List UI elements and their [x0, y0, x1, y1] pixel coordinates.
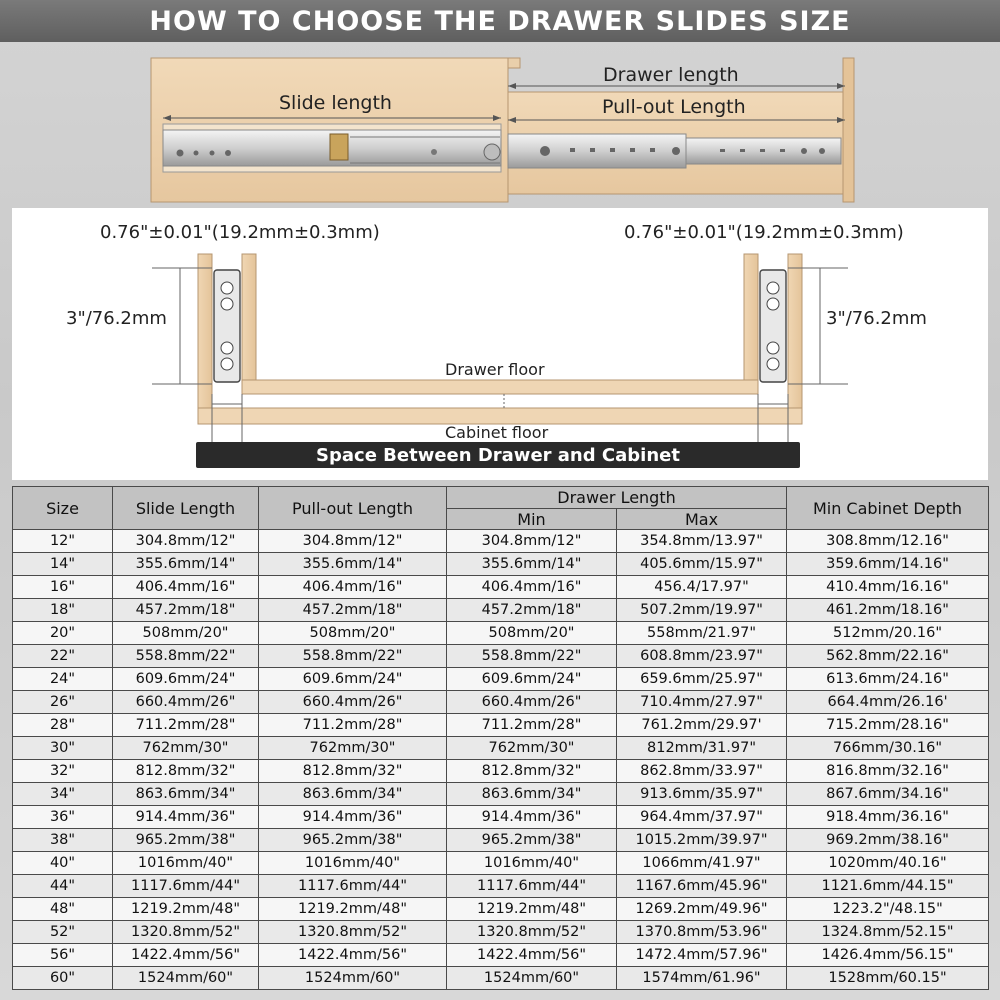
cell-size: 18" — [13, 599, 113, 622]
cell-drawer-max: 1472.4mm/57.96" — [617, 944, 787, 967]
cell-pullout-length: 660.4mm/26" — [259, 691, 447, 714]
cell-pullout-length: 914.4mm/36" — [259, 806, 447, 829]
cell-drawer-min: 660.4mm/26" — [447, 691, 617, 714]
cell-size: 24" — [13, 668, 113, 691]
header-size: Size — [13, 487, 113, 530]
cell-min-cabinet-depth: 461.2mm/18.16" — [787, 599, 989, 622]
cell-size: 34" — [13, 783, 113, 806]
cross-section-diagram — [12, 208, 988, 480]
table-row — [13, 829, 989, 852]
cell-slide-length: 914.4mm/36" — [113, 806, 259, 829]
cell-drawer-min: 1016mm/40" — [447, 852, 617, 875]
table-row — [13, 576, 989, 599]
cell-min-cabinet-depth: 1324.8mm/52.15" — [787, 921, 989, 944]
header-drawer-length: Drawer Length — [447, 487, 787, 509]
height-right-label: 3"/76.2mm — [826, 308, 927, 329]
cell-pullout-length: 711.2mm/28" — [259, 714, 447, 737]
cell-pullout-length: 1016mm/40" — [259, 852, 447, 875]
slide-length-label: Slide length — [279, 92, 392, 114]
drawer-floor-label: Drawer floor — [445, 360, 545, 379]
cell-slide-length: 304.8mm/12" — [113, 530, 259, 553]
cell-slide-length: 812.8mm/32" — [113, 760, 259, 783]
cell-slide-length: 1016mm/40" — [113, 852, 259, 875]
cell-slide-length: 609.6mm/24" — [113, 668, 259, 691]
table-row — [13, 622, 989, 645]
cell-drawer-min: 711.2mm/28" — [447, 714, 617, 737]
cell-pullout-length: 457.2mm/18" — [259, 599, 447, 622]
cell-size: 22" — [13, 645, 113, 668]
cell-drawer-min: 406.4mm/16" — [447, 576, 617, 599]
cell-drawer-max: 354.8mm/13.97" — [617, 530, 787, 553]
cell-min-cabinet-depth: 1426.4mm/56.15" — [787, 944, 989, 967]
cell-min-cabinet-depth: 1223.2"/48.15" — [787, 898, 989, 921]
cell-pullout-length: 965.2mm/38" — [259, 829, 447, 852]
cell-drawer-max: 659.6mm/25.97" — [617, 668, 787, 691]
cell-min-cabinet-depth: 1121.6mm/44.15" — [787, 875, 989, 898]
cell-slide-length: 762mm/30" — [113, 737, 259, 760]
cell-pullout-length: 406.4mm/16" — [259, 576, 447, 599]
cell-size: 12" — [13, 530, 113, 553]
gap-left-label: 0.76"±0.01"(19.2mm±0.3mm) — [100, 222, 380, 243]
cell-size: 26" — [13, 691, 113, 714]
cell-drawer-max: 608.8mm/23.97" — [617, 645, 787, 668]
cell-drawer-min: 1524mm/60" — [447, 967, 617, 990]
cell-drawer-max: 558mm/21.97" — [617, 622, 787, 645]
cell-drawer-min: 863.6mm/34" — [447, 783, 617, 806]
cell-drawer-min: 1422.4mm/56" — [447, 944, 617, 967]
cell-drawer-max: 507.2mm/19.97" — [617, 599, 787, 622]
table-row — [13, 760, 989, 783]
cell-min-cabinet-depth: 867.6mm/34.16" — [787, 783, 989, 806]
cell-drawer-min: 1117.6mm/44" — [447, 875, 617, 898]
table-row — [13, 921, 989, 944]
cell-drawer-max: 710.4mm/27.97" — [617, 691, 787, 714]
cell-min-cabinet-depth: 359.6mm/14.16" — [787, 553, 989, 576]
cell-pullout-length: 1117.6mm/44" — [259, 875, 447, 898]
pullout-length-label: Pull-out Length — [602, 96, 746, 118]
header-min-cabinet-depth: Min Cabinet Depth — [787, 487, 989, 530]
cell-drawer-min: 609.6mm/24" — [447, 668, 617, 691]
cell-drawer-min: 914.4mm/36" — [447, 806, 617, 829]
table-row — [13, 737, 989, 760]
drawer-slide-illustration — [0, 42, 1000, 208]
cell-drawer-min: 457.2mm/18" — [447, 599, 617, 622]
cell-slide-length: 965.2mm/38" — [113, 829, 259, 852]
header-max: Max — [617, 509, 787, 530]
cell-drawer-max: 1574mm/61.96" — [617, 967, 787, 990]
cell-min-cabinet-depth: 969.2mm/38.16" — [787, 829, 989, 852]
cell-drawer-min: 558.8mm/22" — [447, 645, 617, 668]
cell-pullout-length: 1422.4mm/56" — [259, 944, 447, 967]
cell-drawer-max: 456.4/17.97" — [617, 576, 787, 599]
table-row — [13, 553, 989, 576]
cabinet-floor-label: Cabinet floor — [445, 423, 549, 442]
cell-drawer-min: 812.8mm/32" — [447, 760, 617, 783]
cell-drawer-min: 1320.8mm/52" — [447, 921, 617, 944]
cell-pullout-length: 1219.2mm/48" — [259, 898, 447, 921]
cell-drawer-max: 1015.2mm/39.97" — [617, 829, 787, 852]
cell-drawer-max: 913.6mm/35.97" — [617, 783, 787, 806]
cell-min-cabinet-depth: 613.6mm/24.16" — [787, 668, 989, 691]
header-pullout-length: Pull-out Length — [259, 487, 447, 530]
cell-min-cabinet-depth: 308.8mm/12.16" — [787, 530, 989, 553]
cell-size: 14" — [13, 553, 113, 576]
cell-drawer-max: 761.2mm/29.97' — [617, 714, 787, 737]
cell-drawer-min: 1219.2mm/48" — [447, 898, 617, 921]
cell-pullout-length: 762mm/30" — [259, 737, 447, 760]
cell-pullout-length: 304.8mm/12" — [259, 530, 447, 553]
cell-min-cabinet-depth: 918.4mm/36.16" — [787, 806, 989, 829]
gap-right-label: 0.76"±0.01"(19.2mm±0.3mm) — [624, 222, 904, 243]
cell-drawer-max: 812mm/31.97" — [617, 737, 787, 760]
header-slide-length: Slide Length — [113, 487, 259, 530]
cell-size: 20" — [13, 622, 113, 645]
cell-size: 52" — [13, 921, 113, 944]
table-body — [13, 530, 989, 990]
cell-slide-length: 660.4mm/26" — [113, 691, 259, 714]
size-table — [12, 486, 989, 990]
cell-drawer-min: 762mm/30" — [447, 737, 617, 760]
cell-pullout-length: 355.6mm/14" — [259, 553, 447, 576]
table-row — [13, 806, 989, 829]
cell-pullout-length: 609.6mm/24" — [259, 668, 447, 691]
cell-min-cabinet-depth: 816.8mm/32.16" — [787, 760, 989, 783]
cell-drawer-min: 304.8mm/12" — [447, 530, 617, 553]
cell-min-cabinet-depth: 1020mm/40.16" — [787, 852, 989, 875]
cell-size: 36" — [13, 806, 113, 829]
cell-drawer-max: 405.6mm/15.97" — [617, 553, 787, 576]
table-row — [13, 530, 989, 553]
cell-size: 16" — [13, 576, 113, 599]
table-row — [13, 852, 989, 875]
cell-min-cabinet-depth: 410.4mm/16.16" — [787, 576, 989, 599]
cell-drawer-max: 1370.8mm/53.96" — [617, 921, 787, 944]
header-min: Min — [447, 509, 617, 530]
table-row — [13, 783, 989, 806]
table-row — [13, 668, 989, 691]
table-row — [13, 691, 989, 714]
height-left-label: 3"/76.2mm — [66, 308, 167, 329]
cell-drawer-max: 964.4mm/37.97" — [617, 806, 787, 829]
cell-drawer-max: 1066mm/41.97" — [617, 852, 787, 875]
cell-drawer-max: 862.8mm/33.97" — [617, 760, 787, 783]
cell-slide-length: 1320.8mm/52" — [113, 921, 259, 944]
cell-slide-length: 355.6mm/14" — [113, 553, 259, 576]
cell-size: 56" — [13, 944, 113, 967]
cell-drawer-min: 965.2mm/38" — [447, 829, 617, 852]
cell-pullout-length: 558.8mm/22" — [259, 645, 447, 668]
table-row — [13, 944, 989, 967]
table-row — [13, 645, 989, 668]
cell-drawer-min: 508mm/20" — [447, 622, 617, 645]
cell-drawer-max: 1167.6mm/45.96" — [617, 875, 787, 898]
cell-pullout-length: 863.6mm/34" — [259, 783, 447, 806]
table-row — [13, 875, 989, 898]
cell-size: 32" — [13, 760, 113, 783]
cell-size: 40" — [13, 852, 113, 875]
table-row — [13, 714, 989, 737]
cell-size: 48" — [13, 898, 113, 921]
cell-min-cabinet-depth: 766mm/30.16" — [787, 737, 989, 760]
cell-slide-length: 457.2mm/18" — [113, 599, 259, 622]
cell-min-cabinet-depth: 562.8mm/22.16" — [787, 645, 989, 668]
cell-slide-length: 1422.4mm/56" — [113, 944, 259, 967]
table-row — [13, 967, 989, 990]
cell-slide-length: 1524mm/60" — [113, 967, 259, 990]
cell-pullout-length: 812.8mm/32" — [259, 760, 447, 783]
cell-slide-length: 711.2mm/28" — [113, 714, 259, 737]
cell-slide-length: 558.8mm/22" — [113, 645, 259, 668]
space-between-banner: Space Between Drawer and Cabinet — [196, 442, 800, 468]
cell-pullout-length: 1320.8mm/52" — [259, 921, 447, 944]
cell-size: 30" — [13, 737, 113, 760]
page-title: HOW TO CHOOSE THE DRAWER SLIDES SIZE — [0, 0, 1000, 42]
cell-drawer-max: 1269.2mm/49.96" — [617, 898, 787, 921]
table-row — [13, 599, 989, 622]
cell-min-cabinet-depth: 1528mm/60.15" — [787, 967, 989, 990]
cell-size: 60" — [13, 967, 113, 990]
drawer-length-label: Drawer length — [603, 64, 739, 86]
cell-min-cabinet-depth: 715.2mm/28.16" — [787, 714, 989, 737]
cell-slide-length: 1117.6mm/44" — [113, 875, 259, 898]
cell-size: 38" — [13, 829, 113, 852]
size-table-container — [12, 486, 988, 990]
cell-size: 28" — [13, 714, 113, 737]
table-row — [13, 898, 989, 921]
slide-length-diagram — [0, 42, 1000, 208]
cell-slide-length: 406.4mm/16" — [113, 576, 259, 599]
cell-slide-length: 863.6mm/34" — [113, 783, 259, 806]
cell-pullout-length: 508mm/20" — [259, 622, 447, 645]
cell-min-cabinet-depth: 512mm/20.16" — [787, 622, 989, 645]
cell-slide-length: 508mm/20" — [113, 622, 259, 645]
cell-pullout-length: 1524mm/60" — [259, 967, 447, 990]
cell-slide-length: 1219.2mm/48" — [113, 898, 259, 921]
cell-min-cabinet-depth: 664.4mm/26.16' — [787, 691, 989, 714]
cell-drawer-min: 355.6mm/14" — [447, 553, 617, 576]
cell-size: 44" — [13, 875, 113, 898]
